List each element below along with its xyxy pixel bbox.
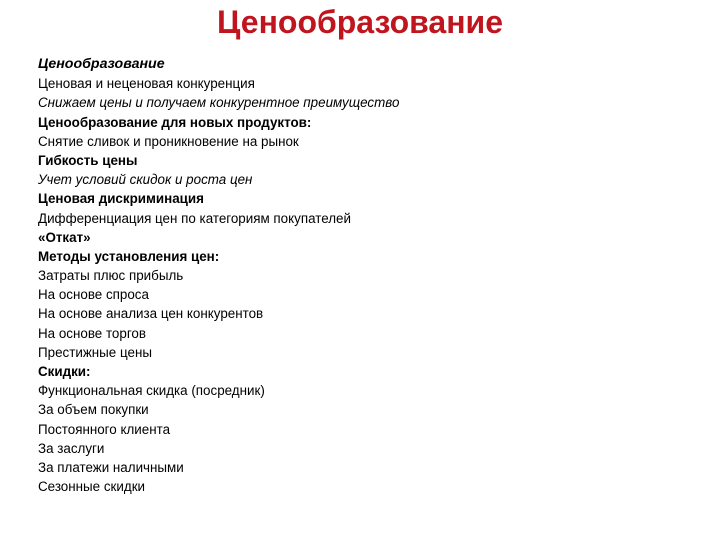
body-line: Учет условий скидок и роста цен <box>38 172 253 188</box>
body-line: За платежи наличными <box>38 459 184 475</box>
body-line: Ценовая и неценовая конкуренция <box>38 76 255 92</box>
body-line: За объем покупки <box>38 402 149 418</box>
body-line: «Откат» <box>38 229 91 245</box>
body-line: Снижаем цены и получаем конкурентное преимущество <box>38 95 400 111</box>
body-line: За заслуги <box>38 440 105 456</box>
body-line: На основе анализа цен конкурентов <box>38 306 264 322</box>
body-line: Гибкость цены <box>38 152 138 168</box>
body-line: На основе спроса <box>38 287 149 303</box>
body-line: Ценовая дискриминация <box>38 191 204 207</box>
body-line: Постоянного клиента <box>38 421 171 437</box>
body-line: Дифференциация цен по категориям покупателей <box>38 210 351 226</box>
body-line: Ценообразование <box>38 56 165 72</box>
body-line: Снятие сливок и проникновение на рынок <box>38 133 299 149</box>
body-line: Сезонные скидки <box>38 479 146 495</box>
slide-body <box>38 55 698 496</box>
body-line: На основе торгов <box>38 325 146 341</box>
body-line: Ценообразование для новых продуктов: <box>38 114 312 130</box>
body-line: Методы установления цен: <box>38 248 220 264</box>
body-line: Скидки: <box>38 364 91 379</box>
body-line: Функциональная скидка (посредник) <box>38 383 265 399</box>
slide-title: Ценообразование <box>217 4 503 40</box>
body-line: Престижные цены <box>38 344 152 360</box>
body-line: Затраты плюс прибыль <box>38 268 184 284</box>
